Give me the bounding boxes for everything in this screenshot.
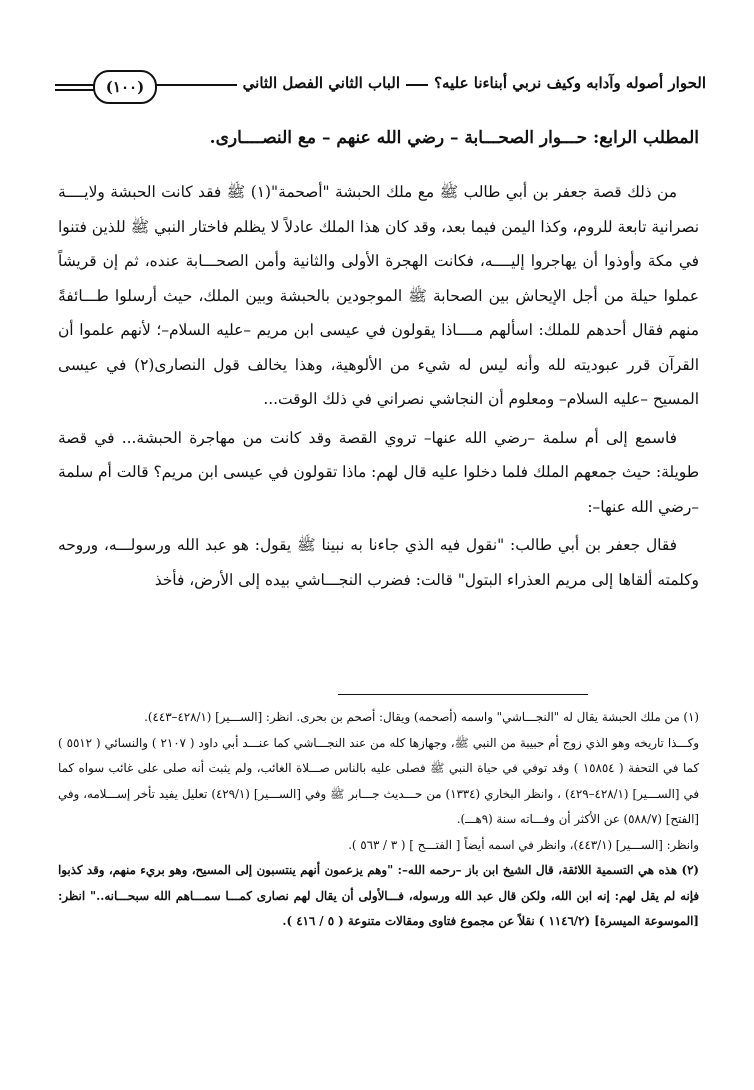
chapter-label: الباب الثاني الفصل الثاني (237, 74, 406, 92)
header-rule-short (55, 89, 95, 91)
paragraph: فقال جعفر بن أبي طالب: "نقول فيه الذي جاءنا به نبينا ﷺ يقول: هو عبد الله ورسولـــه، وروحه وكلمته ألقاها إلى مريم العذراء البتول" قالت: فضرب النجـــاشي بيده إلى الأرض، فأخذ (58, 536, 699, 589)
paragraph: فاسمع إلى أم سلمة –رضي الله عنها– تروي القصة وقد كانت من مهاجرة الحبشة... في قصة طويلة: حيث جمعهم الملك فلما دخلوا عليه قال لهم: ماذا تقولون في عيسى ابن مريم؟ قالت أم سلمة –رضي الله عنها–: (58, 428, 699, 516)
footnote: (٢) هذه هي التسمية اللائقة، قال الشيخ ابن باز –رحمه الله–: "وهم يزعمون أنهم ينتسبون إلى المسيح، وهو بريء منهم، وقد كذبوا فإنه لم يقل لهم: إنه ابن الله، ولكن قال عبد الله ورسوله، فـــالأولى أن يقال لهم نصارى كمـــا سمـــاهم الله سبحـــانه.." انظر: [الموسوعة الميسرة] (١١٤٦/٢ ) نقلاً عن مجموع فتاوى ومقالات متنوعة ( ٥ / ٤١٦ ). (58, 863, 699, 928)
footnote: وانظر: [الســـير] (٤٤٣/١)، وانظر في اسمه أيضاً [ الفتـــح ] ( ٣ / ٥٦٣ ). (348, 837, 699, 852)
footnote-separator (338, 694, 588, 695)
section-title: المطلب الرابع: حـــوار الصحـــابة – رضي الله عنهم – مع النصــــارى. (209, 128, 699, 148)
body-text (58, 175, 699, 601)
footnotes (58, 705, 699, 935)
footnote: وكـــذا تاريخه وهو الذي زوج أم حبيبة من النبي ﷺ، وجهازها كله من عند النجـــاشي كما عنـــد أبي داود ( ٢١٠٧ ) والنسائي ( ٥٥١٢ ) كما في التحفة ( ١٥٨٥٤ ) وقد توفي في حياة النبي ﷺ فصلى عليه بالناس صـــلاة الغائب، ولم يثبت أنه صلى على غائب سواه كما في [الســـير] (٤٢٨/١–٤٢٩) ، وانظر البخاري (١٣٣٤) من حـــديث جـــابر ﷺ وفي [الســـير] (٤٢٩/١) تعليل يفيد تأخر إســـلامه، وفي [الفتح] (٥٨٨/٧) عن الأكثر أن وفـــاته سنة (٩هـــ). (58, 735, 699, 826)
page-header (55, 70, 706, 106)
book-title: الحوار أصوله وآدابه وكيف نربي أبناءنا عليه؟ (428, 74, 706, 92)
paragraph: من ذلك قصة جعفر بن أبي طالب ﷺ مع ملك الحبشة "أصحمة"(١) ﷺ فقد كانت الحبشة ولايــــة نصرانية تابعة للروم، وكذا اليمن فيما بعد، وقد كان هذا الملك عادلاً لا يظلم فاختار النبي ﷺ للذين فتنوا في مكة وأوذوا أن يهاجروا إليــــه، فكانت الهجرة الأولى والثانية وأمن الصحـــابة عنده، ثم إن قريشاً عملوا حيلة من أجل الإيحاش بين الصحابة ﷺ الموجودين بالحبشة وبين الملك، حيث أرسلوا طـــائفةً منهم فقال أحدهم للملك: اسألهم مــــاذا يقولون في عيسى ابن مريم –عليه السلام–؛ لأنهم علموا أن القرآن قرر عبوديته لله وأنه ليس له شيء من الألوهية، وهذا يخالف قول النصارى(٢) في عيسى المسيح –عليه السلام– ومعلوم أن النجاشي نصراني في ذلك الوقت... (58, 183, 699, 408)
footnote: (١) من ملك الحبشة يقال له "النجـــاشي" واسمه (أصحمه) ويقال: أصحم بن بحرى. انظر: [الســـير] (٤٢٨/١–٤٤٣). (144, 710, 699, 724)
page-number: (١٠٠) (93, 70, 157, 104)
